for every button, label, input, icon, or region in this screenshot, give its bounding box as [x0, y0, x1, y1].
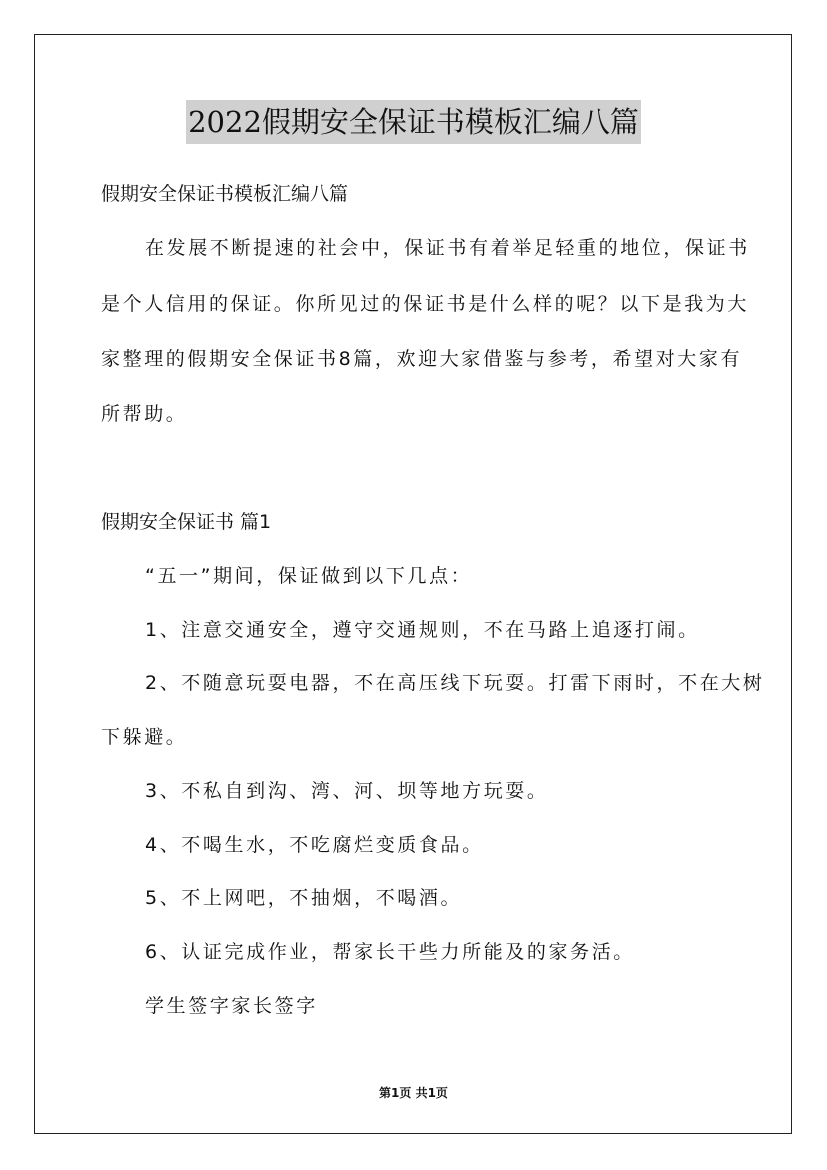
document-title: 2022假期安全保证书模板汇编八篇: [186, 100, 641, 144]
list-item: 3、不私自到沟、湾、河、坝等地方玩耍。: [145, 780, 549, 802]
section-heading: 假期安全保证书 篇1: [101, 511, 272, 533]
list-item: 4、不喝生水，不吃腐烂变质食品。: [145, 834, 484, 856]
page-footer: [0, 1085, 827, 1101]
title-container: [0, 100, 827, 144]
intro-line-2: 是个人信用的保证。你所见过的保证书是什么样的呢？以下是我为大: [101, 293, 750, 315]
list-item: 1、注意交通安全，遵守交通规则，不在马路上追逐打闹。: [145, 619, 700, 641]
page-number: 第1页 共1页: [379, 1086, 448, 1100]
list-item: “五一”期间，保证做到以下几点：: [145, 565, 473, 587]
intro-line-3: 家整理的假期安全保证书8篇，欢迎大家借鉴与参考，希望对大家有: [101, 348, 743, 370]
intro-line-4: 所帮助。: [101, 403, 188, 425]
list-item: 6、认证完成作业，帮家长干些力所能及的家务活。: [145, 941, 635, 963]
list-item: 2、不随意玩耍电器，不在高压线下玩耍。打雷下雨时，不在大树: [145, 672, 765, 694]
intro-line-1: 在发展不断提速的社会中，保证书有着举足轻重的地位，保证书: [145, 237, 750, 259]
document-subtitle: 假期安全保证书模板汇编八篇: [101, 183, 349, 205]
list-item: 下躲避。: [101, 726, 188, 748]
signature-line: 学生签字家长签字: [145, 995, 318, 1017]
list-item: 5、不上网吧，不抽烟，不喝酒。: [145, 887, 463, 909]
